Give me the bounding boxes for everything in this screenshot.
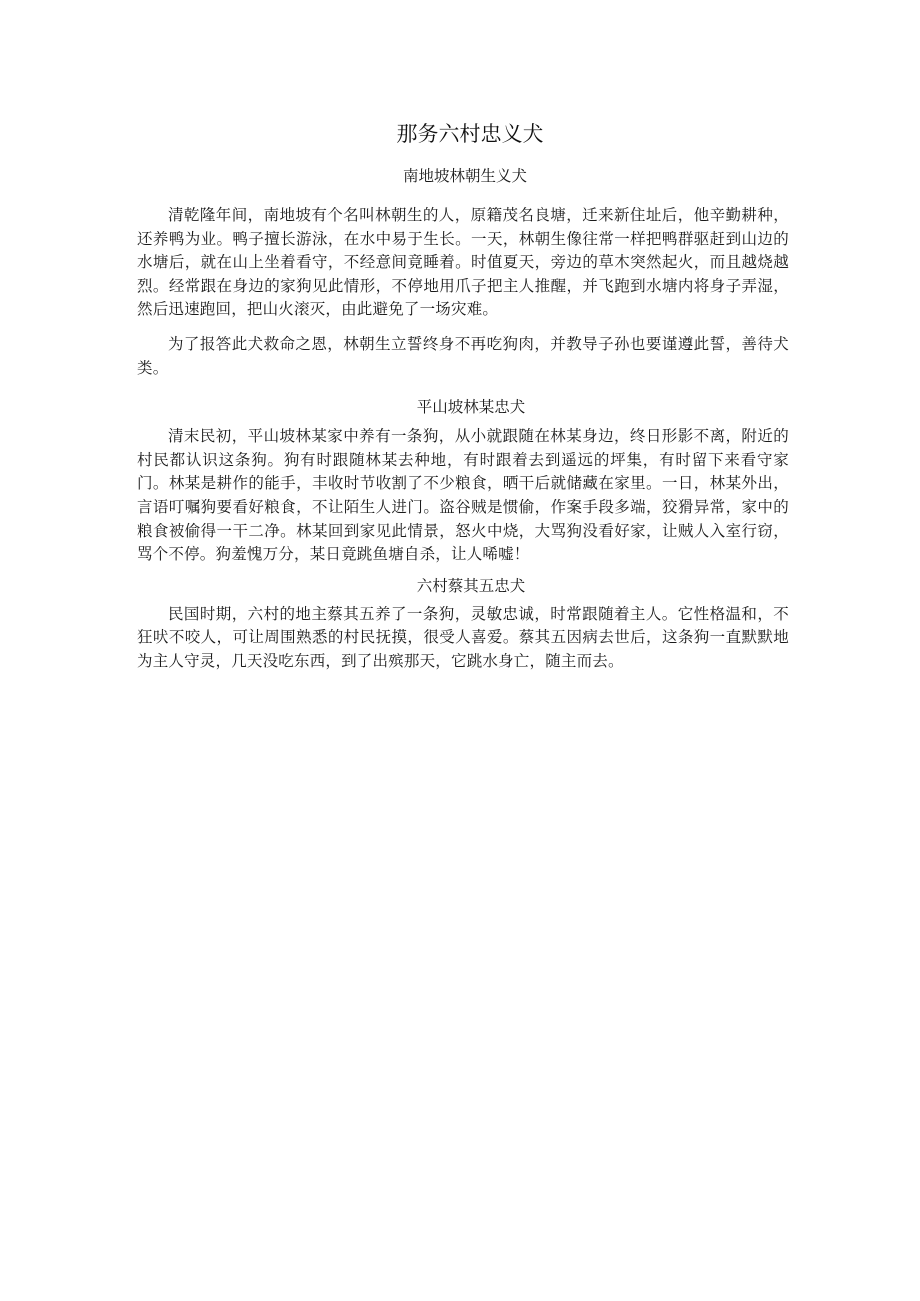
section-liucun xyxy=(137,574,789,674)
paragraph: 为了报答此犬救命之恩，林朝生立誓终身不再吃狗肉，并教导子孙也要谨遵此誓，善待犬类。 xyxy=(137,334,789,377)
section-nandipo xyxy=(137,164,789,380)
section-heading: 平山坡林某忠犬 xyxy=(416,398,526,417)
document-title: 那务六村忠义犬 xyxy=(396,122,544,146)
paragraph: 清末民初，平山坡林某家中养有一条狗，从小就跟随在林某身边，终日形影不离，附近的村民都认识这条狗。狗有时跟随林某去种地，有时跟着去到遥远的坪集，有时留下来看守家门。林某是耕作的能手，丰收时节收割了不少粮食，晒干后就储藏在家里。一日，林某外出，言语叮嘱狗要看好粮食，不让陌生人进门。盗谷贼是惯偷，作案手段多端，狡猾异常，家中的粮食被偷得一干二净。林某回到家见此情景，怒火中烧，大骂狗没看好家，让贼人入室行窃，骂个不停。狗羞愧万分，某日竟跳鱼塘自杀，让人唏嘘！ xyxy=(137,427,789,564)
paragraph: 民国时期，六村的地主蔡其五养了一条狗，灵敏忠诚，时常跟随着主人。它性格温和，不狂吠不咬人，可让周围熟悉的村民抚摸，很受人喜爱。蔡其五因病去世后，这条狗一直默默地为主人守灵，几天没吃东西，到了出殡那天，它跳水身亡，随主而去。 xyxy=(137,604,789,670)
document-body xyxy=(137,118,789,674)
section-pingshanpo xyxy=(137,395,789,567)
section-heading: 六村蔡其五忠犬 xyxy=(416,576,526,595)
paragraph: 清乾隆年间，南地坡有个名叫林朝生的人，原籍茂名良塘，迁来新住址后，他辛勤耕种，还养鸭为业。鸭子擅长游泳，在水中易于生长。一天，林朝生像往常一样把鸭群驱赶到山边的水塘后，就在山上坐着看守，不经意间竟睡着。时值夏天，旁边的草木突然起火，而且越烧越烈。经常跟在身边的家狗见此情形，不停地用爪子把主人推醒，并飞跑到水塘内将身子弄湿，然后迅速跑回，把山火滚灭，由此避免了一场灾难。 xyxy=(137,206,789,319)
section-heading: 南地坡林朝生义犬 xyxy=(402,167,527,185)
